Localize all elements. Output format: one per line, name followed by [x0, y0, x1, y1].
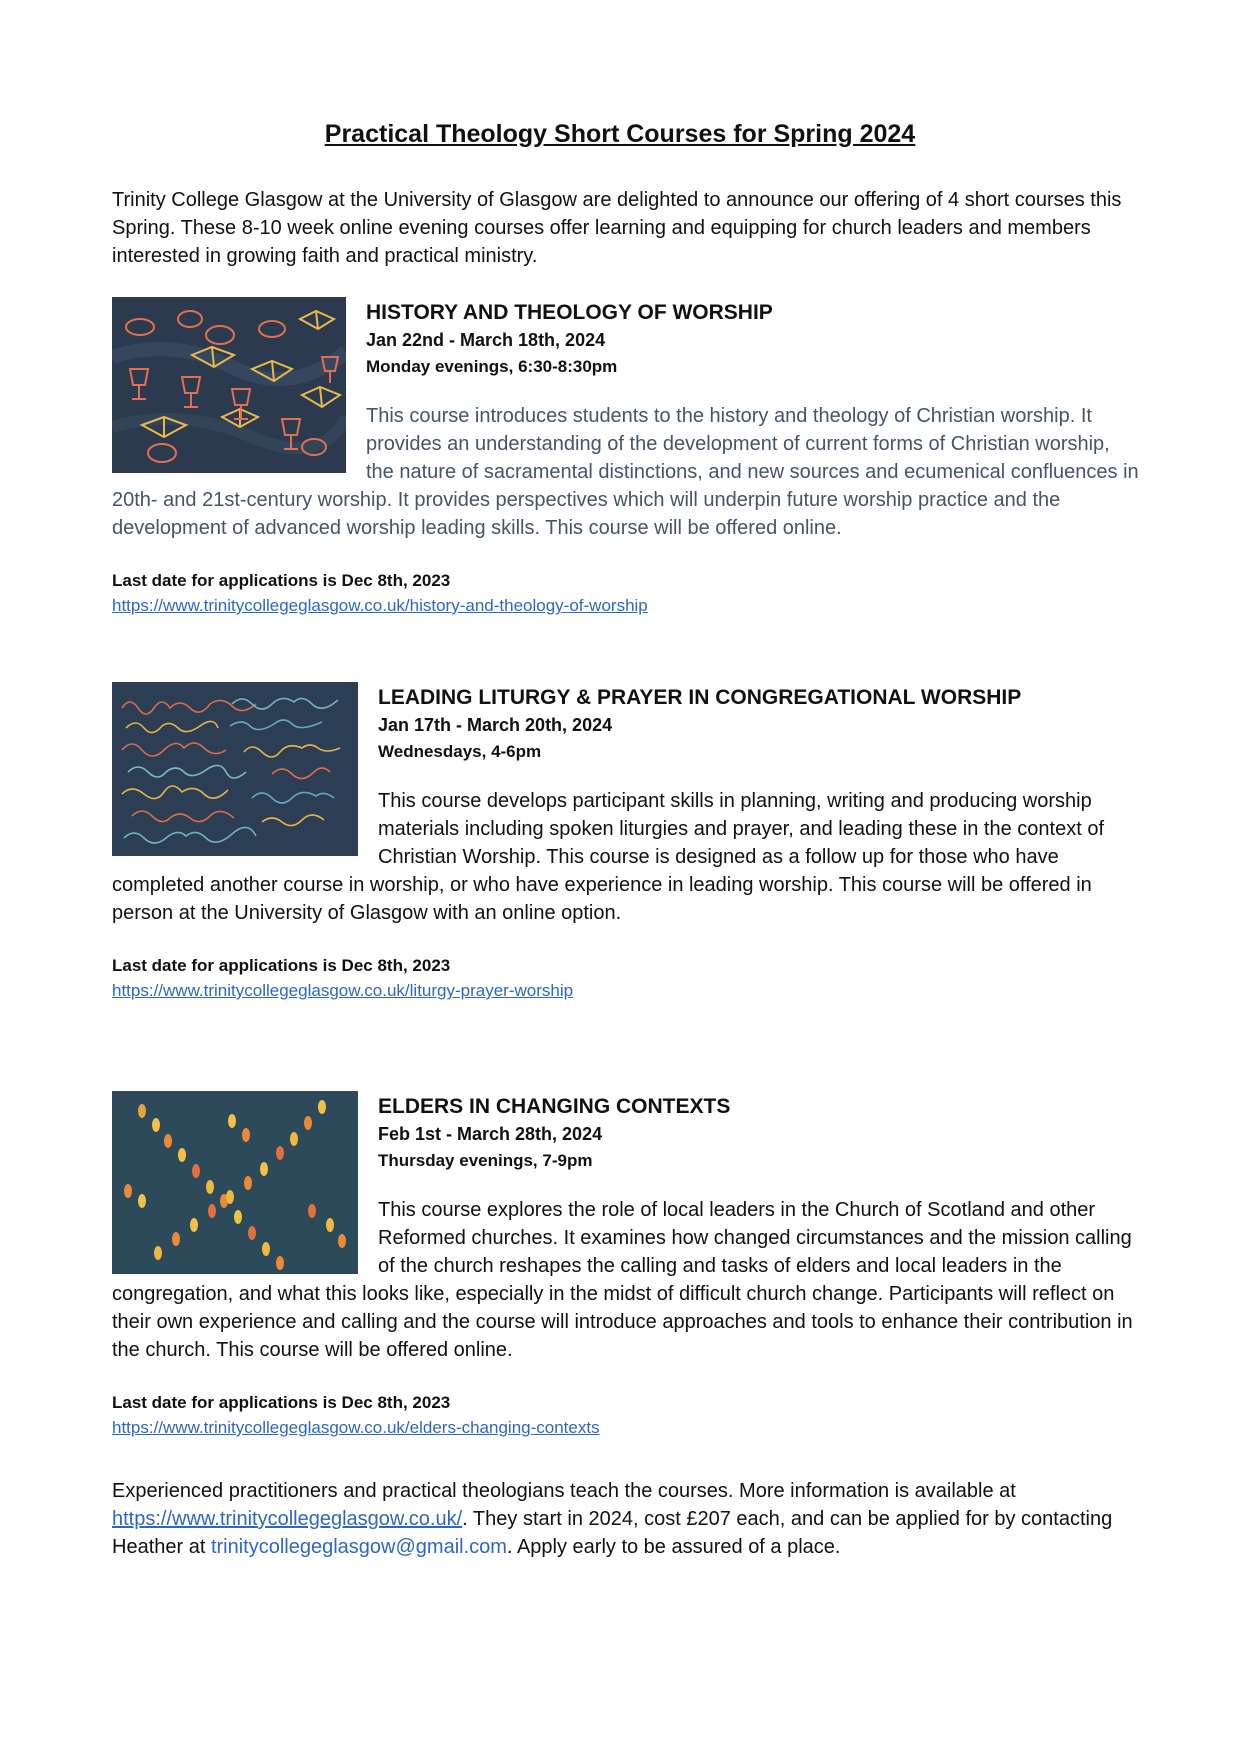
course-description: This course explores the role of local leaders in the Church of Scotland and other Reformed churches. It examines how changed circumstances and the mission calling of the church reshapes the calling and tasks of elders and local leaders in the congregation, and what this looks like, especially in the midst of difficult church change. Participants will reflect on their own experience and calling and the course will introduce approaches and tools to enhance their contribution in the church. This course will be offered online.	[112, 1199, 1133, 1361]
course-link[interactable]: https://www.trinitycollegeglasgow.co.uk/elders-changing-contexts	[112, 1418, 600, 1437]
application-deadline: Last date for applications is Dec 8th, 2023	[112, 956, 451, 975]
course-time: Thursday evenings, 7-9pm	[378, 1151, 593, 1170]
course-title: LEADING LITURGY & PRAYER IN CONGREGATIONAL WORSHIP	[378, 686, 1022, 709]
footer-text: . Apply early to be assured of a place.	[506, 1536, 841, 1558]
footer-text: Experienced practitioners and practical theologians teach the courses. More information is available at	[112, 1480, 1016, 1502]
application-deadline: Last date for applications is Dec 8th, 2023	[112, 571, 451, 590]
email-link[interactable]: trinitycollegeglasgow@gmail.com	[210, 1536, 507, 1558]
footer-paragraph	[112, 1477, 1142, 1561]
course-link[interactable]: https://www.trinitycollegeglasgow.co.uk/liturgy-prayer-worship	[112, 981, 574, 1000]
course-history-theology-worship	[112, 297, 1142, 618]
course-dates: Jan 22nd - March 18th, 2024	[366, 330, 606, 350]
course-title: HISTORY AND THEOLOGY OF WORSHIP	[366, 301, 773, 324]
application-deadline: Last date for applications is Dec 8th, 2023	[112, 1393, 451, 1412]
page-title: Practical Theology Short Courses for Spring 2024	[324, 120, 916, 148]
course-description: This course develops participant skills in planning, writing and producing worship materials including spoken liturgies and prayer, and leading these in the context of Christian Worship. This course is designed as a follow up for those who have completed another course in worship, or who have experience in leading worship. This course will be offered in person at the University of Glasgow with an online option.	[112, 790, 1105, 924]
course-description: This course introduces students to the history and theology of Christian worship. It provides an understanding of the development of current forms of Christian worship, the nature of sacramental distinctions, and new sources and ecumenical confluences in 20th- and 21st-century worship. It provides perspectives which will underpin future worship practice and the development of advanced worship leading skills. This course will be offered online.	[112, 405, 1139, 539]
footer-text: . They start in 2024, cost £207 each, and can be applied for by contacting Heather at	[112, 1508, 1113, 1558]
course-time: Monday evenings, 6:30-8:30pm	[366, 357, 618, 376]
course-time: Wednesdays, 4-6pm	[378, 742, 542, 761]
worship-artwork-image	[112, 297, 346, 473]
course-liturgy-prayer-worship	[112, 682, 1142, 1003]
course-title: ELDERS IN CHANGING CONTEXTS	[378, 1095, 731, 1118]
course-link[interactable]: https://www.trinitycollegeglasgow.co.uk/history-and-theology-of-worship	[112, 596, 648, 615]
footprints-artwork-image	[112, 1091, 358, 1274]
course-dates: Jan 17th - March 20th, 2024	[378, 715, 613, 735]
website-link[interactable]: https://www.trinitycollegeglasgow.co.uk/	[112, 1508, 463, 1530]
handwriting-artwork-image	[112, 682, 358, 856]
course-dates: Feb 1st - March 28th, 2024	[378, 1124, 603, 1144]
intro-paragraph: Trinity College Glasgow at the University of Glasgow are delighted to announce our offering of 4 short courses this Spring. These 8-10 week online evening courses offer learning and equipping for church leaders and members interested in growing faith and practical ministry.	[112, 189, 1122, 267]
course-elders-changing-contexts	[112, 1091, 1142, 1440]
